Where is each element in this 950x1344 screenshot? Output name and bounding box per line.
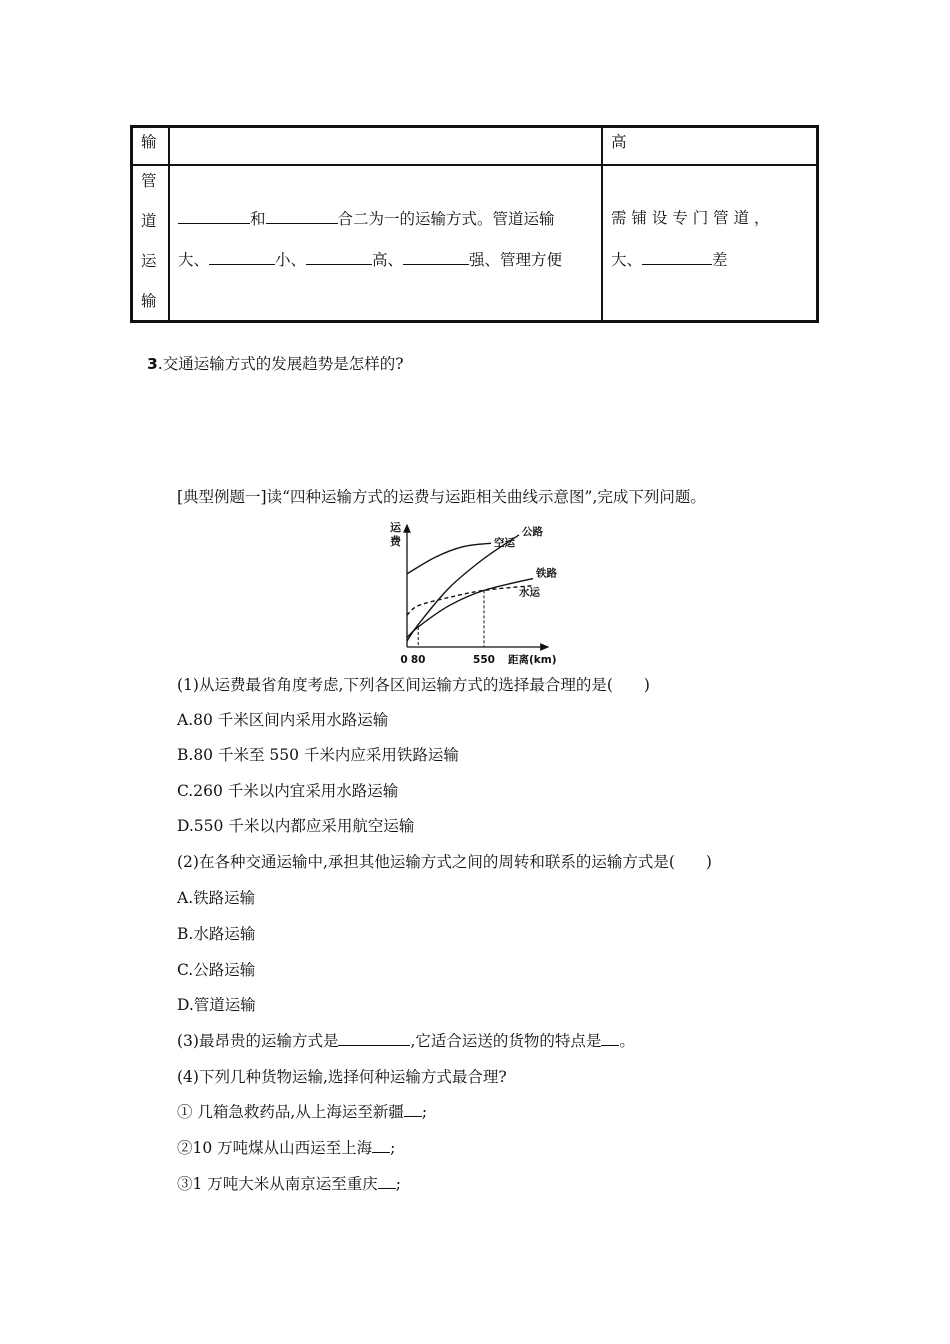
transport-table — [130, 125, 819, 323]
question-3-item — [177, 1030, 635, 1052]
table-column-divider — [168, 128, 170, 320]
q2-option-d[interactable]: D.管道运输 — [177, 996, 256, 1014]
text-fragment: (3)最昂贵的运输方式是 — [177, 1032, 339, 1050]
fill-blank[interactable] — [378, 1173, 396, 1189]
text-fragment: ① 几箱急救药品,从上海运至新疆 — [177, 1103, 404, 1121]
row2-label-char: 道 — [141, 212, 157, 230]
row2-label-char: 输 — [141, 292, 157, 310]
row2-right-line2 — [611, 249, 728, 270]
fill-blank[interactable] — [642, 249, 712, 265]
series-label-3: 铁路 — [536, 567, 557, 580]
text-fragment: 。 — [619, 1032, 635, 1050]
text-fragment: ③1 万吨大米从南京运至重庆 — [177, 1175, 378, 1193]
text-fragment: ; — [390, 1139, 396, 1157]
series-label-4: 水运 — [519, 586, 540, 599]
series-line-1 — [407, 543, 491, 574]
fill-blank[interactable] — [306, 249, 372, 265]
text-fragment: 大、 — [178, 251, 210, 269]
question-number: 3 — [147, 355, 158, 373]
fill-blank[interactable] — [372, 1137, 390, 1153]
row2-right-line1: 需 铺 设 专 门 管 道 ， — [611, 209, 770, 227]
q2-option-c[interactable]: C.公路运输 — [177, 961, 256, 979]
fill-blank[interactable] — [209, 249, 275, 265]
table-column-divider — [601, 128, 603, 320]
text-fragment: ②10 万吨煤从山西运至上海 — [177, 1139, 373, 1157]
q2-option-a[interactable]: A.铁路运输 — [177, 889, 256, 907]
fill-blank[interactable] — [403, 249, 469, 265]
q1-option-d[interactable]: D.550 千米以内都应采用航空运输 — [177, 817, 415, 835]
text-fragment: 和 — [250, 210, 266, 228]
question-3 — [147, 353, 404, 375]
table-row-divider — [133, 164, 816, 166]
y-axis-label-bottom: 费 — [390, 535, 401, 548]
text-fragment: 小、 — [275, 251, 307, 269]
row2-mid-line2 — [178, 249, 562, 270]
y-axis-label-top: 运 — [390, 521, 401, 534]
example-intro: [典型例题一]读“四种运输方式的运费与运距相关曲线示意图”,完成下列问题。 — [177, 488, 706, 506]
series-label-1: 空运 — [494, 537, 515, 550]
question-4-stem: (4)下列几种货物运输,选择何种运输方式最合理? — [177, 1068, 507, 1086]
text-fragment: 强、管理方便 — [469, 251, 563, 269]
row1-right-cell: 高 — [611, 133, 627, 151]
q1-option-c[interactable]: C.260 千米以内宜采用水路运输 — [177, 782, 399, 800]
text-fragment: 大、 — [611, 251, 643, 269]
x-tick-label: 0 — [400, 654, 408, 666]
x-axis-label: 距离(km) — [508, 654, 557, 666]
freight-cost-chart — [380, 517, 570, 669]
row2-label — [141, 171, 157, 331]
q4-item-1 — [177, 1101, 427, 1123]
series-line-4 — [407, 586, 533, 616]
q4-item-3 — [177, 1173, 401, 1195]
q2-option-b[interactable]: B.水路运输 — [177, 925, 256, 943]
q4-item-2 — [177, 1137, 395, 1159]
text-fragment: 高、 — [372, 251, 404, 269]
text-fragment: ; — [421, 1103, 428, 1121]
fill-blank[interactable] — [601, 1030, 619, 1046]
series-label-2: 公路 — [522, 525, 543, 538]
row2-label-char: 管 — [141, 172, 157, 190]
text-fragment: ,它适合运送的货物的特点是 — [410, 1032, 602, 1050]
row2-label-char: 运 — [141, 252, 157, 270]
fill-blank[interactable] — [404, 1101, 422, 1117]
question-2-stem: (2)在各种交通运输中,承担其他运输方式之间的周转和联系的运输方式是( ) — [177, 853, 712, 871]
fill-blank[interactable] — [178, 208, 250, 224]
text-fragment: 差 — [712, 251, 728, 269]
question-1-stem: (1)从运费最省角度考虑,下列各区间运输方式的选择最合理的是( ) — [177, 676, 650, 694]
x-tick-label: 550 — [473, 654, 495, 666]
row2-mid-line1 — [178, 208, 555, 229]
q1-option-b[interactable]: B.80 千米至 550 千米内应采用铁路运输 — [177, 746, 459, 764]
text-fragment: 合二为一的运输方式。管道运输 — [337, 210, 555, 228]
question-text: .交通运输方式的发展趋势是怎样的? — [157, 355, 404, 373]
row1-label: 输 — [141, 133, 157, 151]
text-fragment: ; — [395, 1175, 402, 1193]
x-tick-label: 80 — [410, 654, 426, 666]
fill-blank[interactable] — [266, 208, 338, 224]
q1-option-a[interactable]: A.80 千米区间内采用水路运输 — [177, 711, 389, 729]
fill-blank[interactable] — [338, 1030, 410, 1046]
